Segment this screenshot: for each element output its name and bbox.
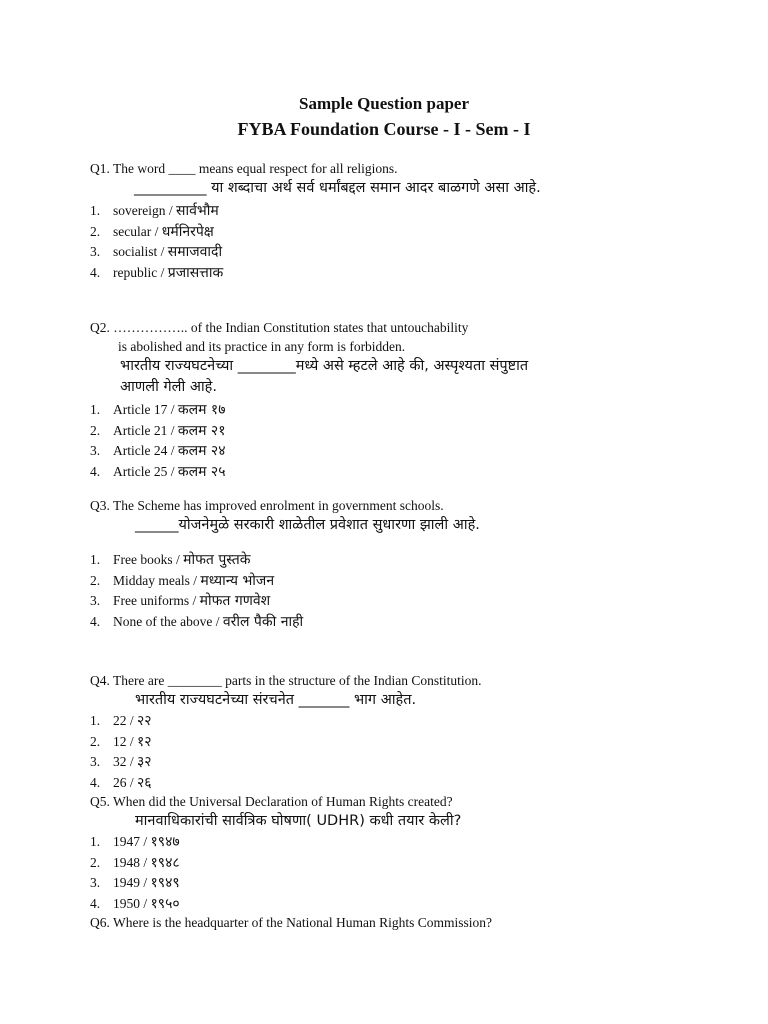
option-label-mr: मोफत गणवेश <box>199 593 271 609</box>
option[interactable] <box>90 421 730 442</box>
option-label-mr: सार्वभौम <box>176 203 219 219</box>
option[interactable] <box>90 462 730 483</box>
question-1-text-en: Q1. The word ____ means equal respect for all religions. <box>90 161 398 176</box>
question-5-text-mr: मानवाधिकारांची सार्वत्रिक घोषणा( UDHR) कधी तयार केली? <box>135 813 462 829</box>
option-number: 1. <box>90 402 101 417</box>
option[interactable] <box>90 571 730 592</box>
option-label-en: 32 / <box>113 754 138 769</box>
option-number: 3. <box>90 443 101 458</box>
option-label-mr: कलम २४ <box>177 443 226 459</box>
question-6 <box>90 913 730 932</box>
option-label-en: Article 21 / <box>113 422 178 438</box>
option[interactable] <box>90 773 730 794</box>
option-number: 4. <box>90 895 101 911</box>
option[interactable] <box>90 711 730 732</box>
option-label-mr: १९५० <box>150 895 180 912</box>
option-number: 3. <box>90 593 101 608</box>
option-number: 4. <box>90 774 101 790</box>
option-label-en: Free uniforms / <box>113 593 200 608</box>
option-label-en: None of the above / <box>113 613 223 629</box>
option-label-en: 1948 / <box>113 854 151 870</box>
option-number: 3. <box>90 754 101 769</box>
question-5-options <box>90 832 730 914</box>
question-4-text-en: Q4. There are ________ parts in the structure of the Indian Constitution. <box>90 673 482 688</box>
question-4-options <box>90 711 730 793</box>
option[interactable] <box>90 263 730 284</box>
question-2-text-mr: भारतीय राज्यघटनेच्या ________मध्ये असे म्हटले आहे की, अस्पृश्यता संपुष्टात आणली गेली आहे. <box>120 358 529 395</box>
option-label-en: secular / <box>113 223 162 239</box>
option[interactable] <box>90 894 730 915</box>
option[interactable] <box>90 853 730 874</box>
option-number: 3. <box>90 875 101 890</box>
option-label-en: 1949 / <box>113 875 151 890</box>
question-2-text-en: Q2. …………….. of the Indian Constitution states that untouchability <box>90 320 469 335</box>
option-label-mr: धर्मनिरपेक्ष <box>161 223 214 240</box>
option-label-mr: मध्यान्य भोजन <box>200 572 275 589</box>
option-label-mr: समाजवादी <box>167 244 223 260</box>
question-3-text-mr: ______योजनेमुळे सरकारी शाळेतील प्रवेशात सुधारणा झाली आहे. <box>135 517 480 533</box>
option-label-mr: २६ <box>137 774 152 791</box>
option-label-mr: २२ <box>137 713 152 729</box>
question-1 <box>90 159 730 283</box>
option-label-en: republic / <box>113 264 168 280</box>
question-2-text-en-continued: is abolished and its practice in any form is forbidden. <box>118 339 406 354</box>
question-3 <box>90 496 730 632</box>
option-label-en: Article 24 / <box>113 443 178 458</box>
option-label-en: Article 17 / <box>113 402 178 417</box>
option-label-mr: १९४९ <box>150 875 180 891</box>
question-6-text-en: Q6. Where is the headquarter of the National Human Rights Commission? <box>90 915 493 930</box>
option-label-mr: ३२ <box>137 754 152 770</box>
option[interactable] <box>90 222 730 243</box>
option-number: 1. <box>90 552 101 567</box>
option-label-mr: प्रजासत्ताक <box>167 264 224 281</box>
option-label-mr: १९४७ <box>150 834 180 850</box>
option-label-en: socialist / <box>113 244 168 259</box>
option[interactable] <box>90 752 730 773</box>
option-label-mr: मोफत पुस्तके <box>183 552 251 568</box>
option[interactable] <box>90 591 730 612</box>
option-label-en: Article 25 / <box>113 463 178 479</box>
question-2-options <box>90 400 730 482</box>
option-label-en: 12 / <box>113 733 138 749</box>
option[interactable] <box>90 201 730 222</box>
option-label-en: 26 / <box>113 774 138 790</box>
option[interactable] <box>90 732 730 753</box>
option-label-mr: १९४८ <box>150 854 180 871</box>
option-number: 3. <box>90 244 101 259</box>
option[interactable] <box>90 612 730 633</box>
question-4-text-mr: भारतीय राज्यघटनेच्या संरचनेत _______ भाग आहेत. <box>135 692 417 708</box>
option-label-mr: कलम १७ <box>177 402 226 418</box>
question-3-options <box>90 550 730 632</box>
option-label-en: 22 / <box>113 713 138 728</box>
option-number: 2. <box>90 223 101 239</box>
option-label-mr: वरील पैकी नाही <box>222 613 304 630</box>
option-number: 4. <box>90 264 101 280</box>
option-number: 2. <box>90 572 101 588</box>
option[interactable] <box>90 242 730 263</box>
question-2 <box>90 318 730 482</box>
option-label-en: 1950 / <box>113 895 151 911</box>
option[interactable] <box>90 832 730 853</box>
option-label-mr: १२ <box>137 733 152 750</box>
option-number: 1. <box>90 203 101 218</box>
question-4 <box>90 671 730 793</box>
question-5 <box>90 792 730 914</box>
option-label-mr: कलम २५ <box>177 463 226 480</box>
document-title: Sample Question paper <box>298 94 470 113</box>
option[interactable] <box>90 400 730 421</box>
question-3-text-en: Q3. The Scheme has improved enrolment in government schools. <box>90 498 444 513</box>
document-subtitle: FYBA Foundation Course - I - Sem - I <box>237 119 531 139</box>
option-number: 2. <box>90 422 101 438</box>
question-1-options <box>90 201 730 283</box>
option-number: 4. <box>90 463 101 479</box>
option-label-en: 1947 / <box>113 834 151 849</box>
question-5-text-en: Q5. When did the Universal Declaration of Human Rights created? <box>90 794 453 809</box>
option-number: 1. <box>90 834 101 849</box>
option[interactable] <box>90 550 730 571</box>
option[interactable] <box>90 441 730 462</box>
option-label-en: Midday meals / <box>113 572 201 588</box>
option[interactable] <box>90 873 730 894</box>
option-number: 2. <box>90 733 101 749</box>
option-label-mr: कलम २१ <box>177 422 226 439</box>
option-number: 2. <box>90 854 101 870</box>
option-label-en: sovereign / <box>113 203 176 218</box>
option-label-en: Free books / <box>113 552 184 567</box>
question-1-text-mr: __________ या शब्दाचा अर्थ सर्व धर्मांबद्दल समान आदर बाळगणे असा आहे. <box>134 180 541 196</box>
option-number: 1. <box>90 713 101 728</box>
option-number: 4. <box>90 613 101 629</box>
